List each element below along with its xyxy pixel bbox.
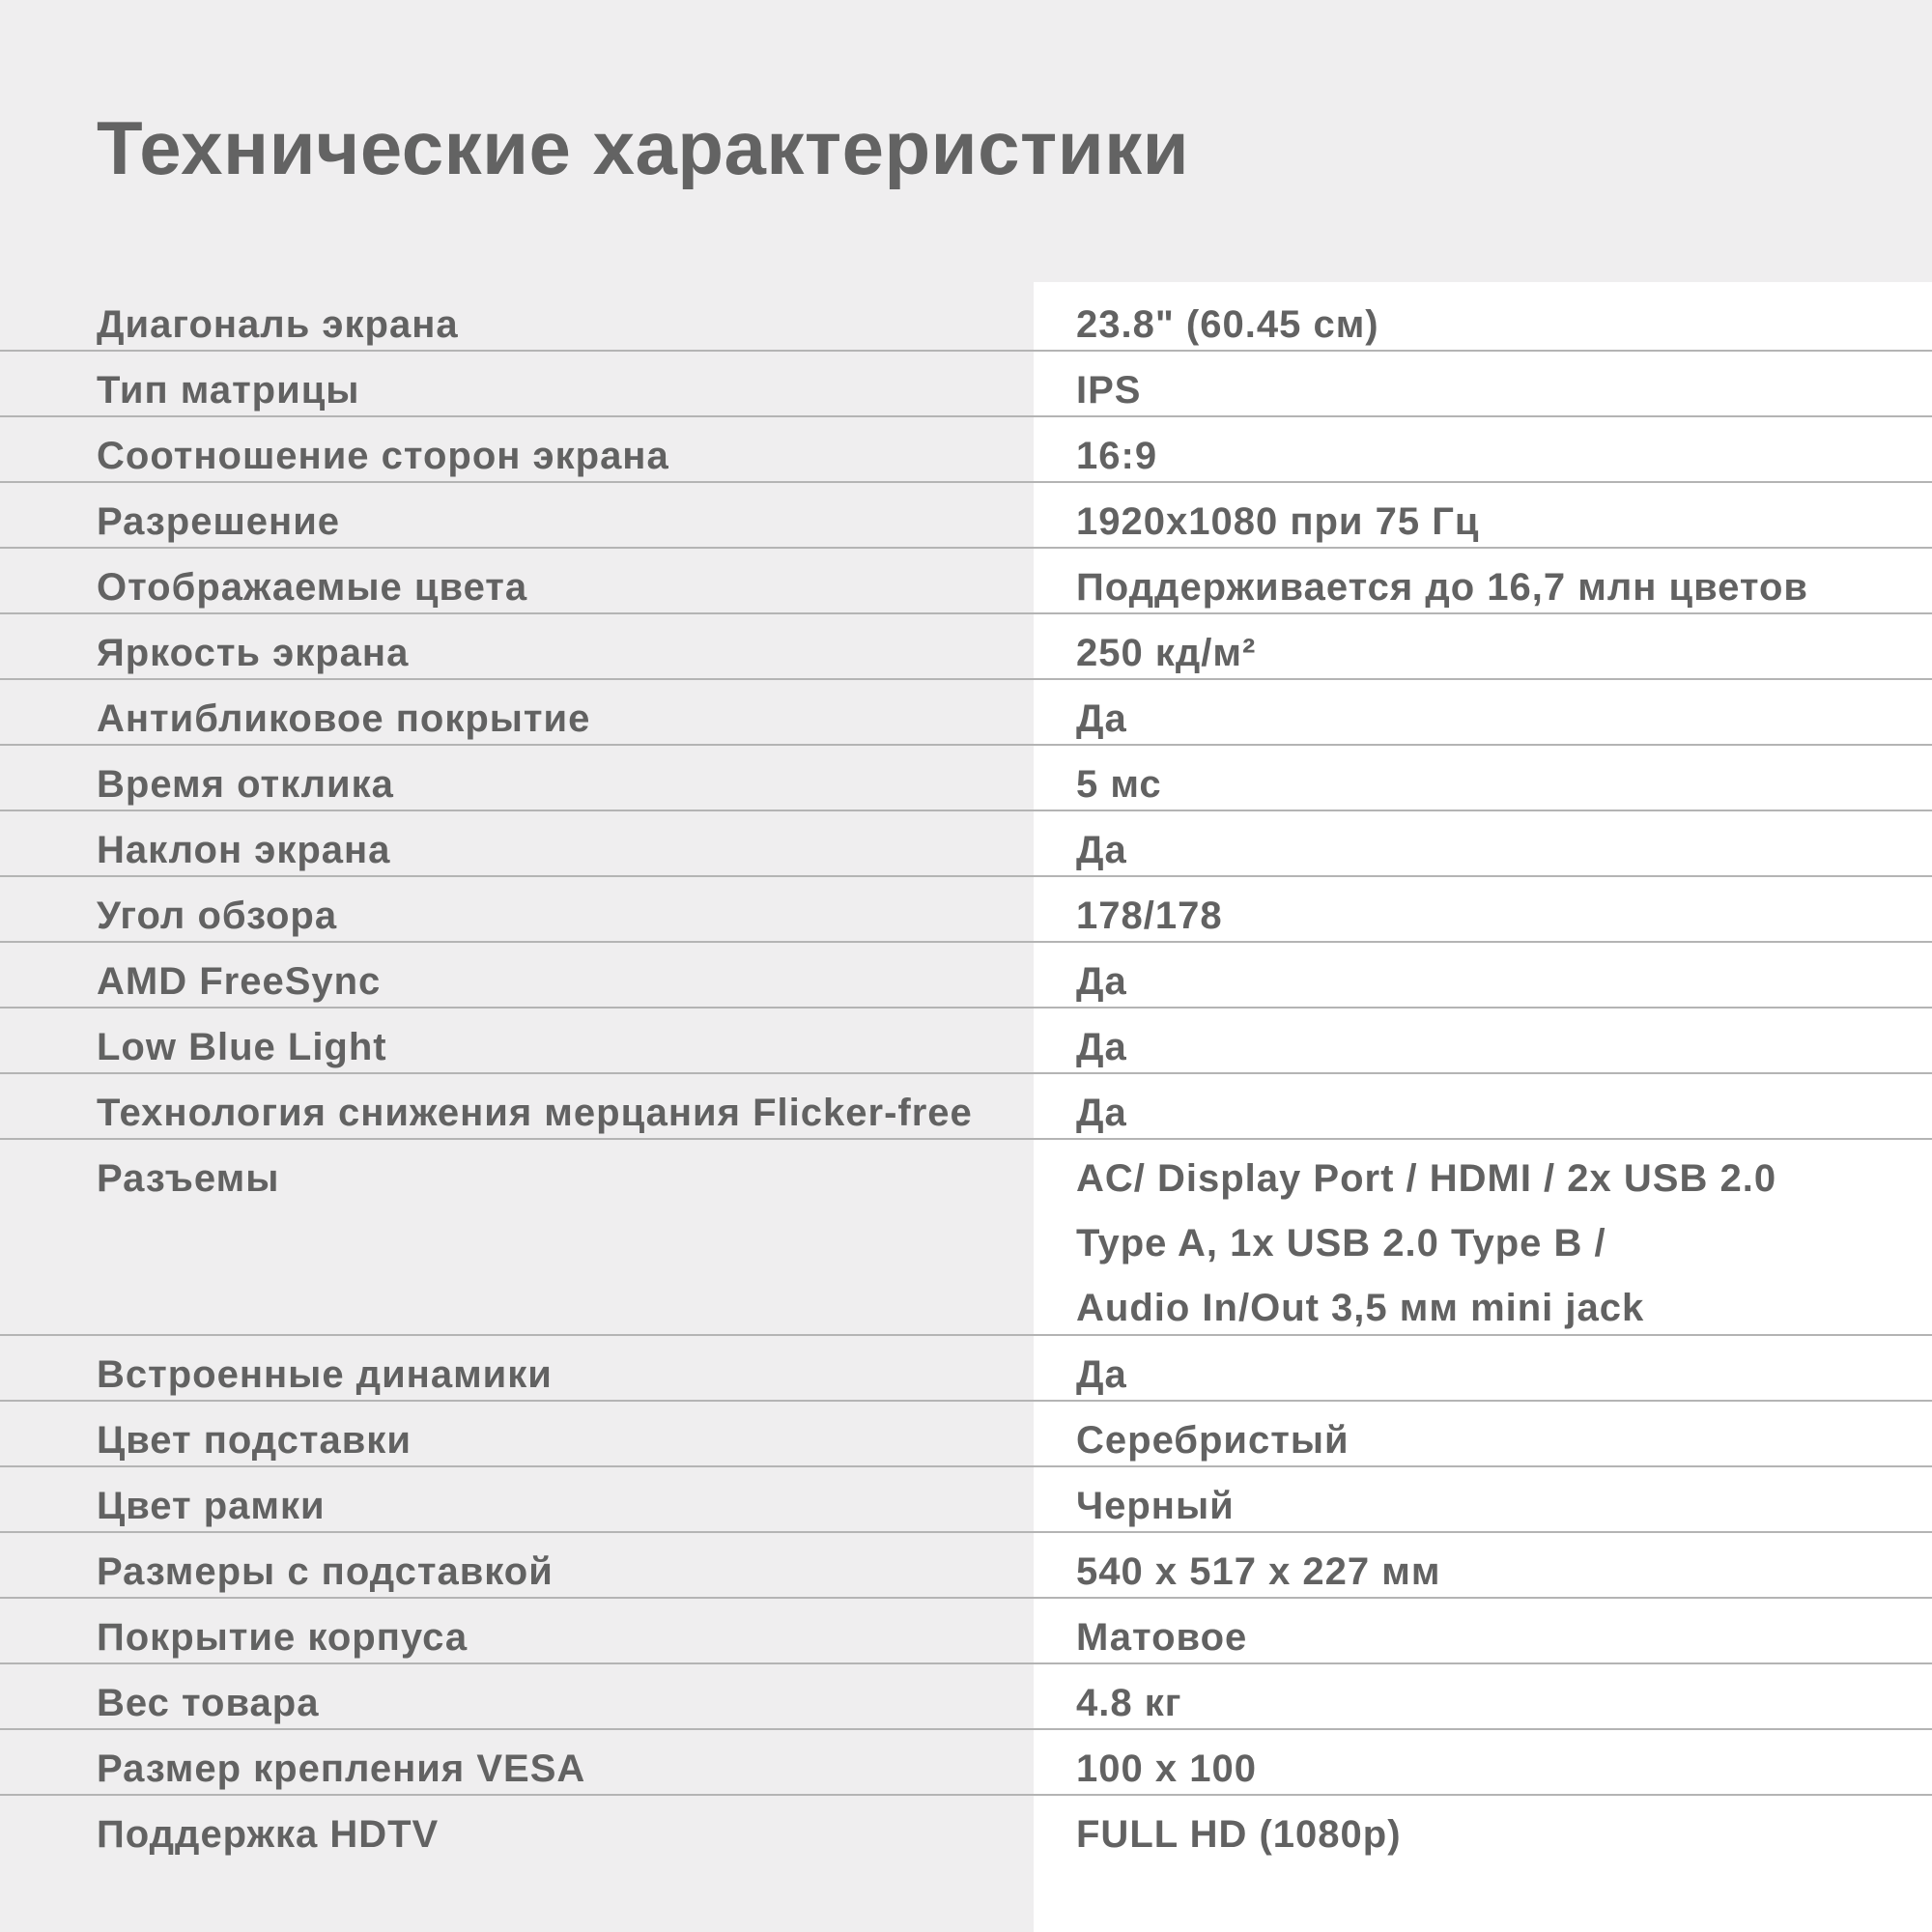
spec-label: Цвет подставки [97,1419,412,1462]
spec-label: Тип матрицы [97,369,360,412]
spec-value: 23.8" (60.45 см) [1076,303,1379,346]
spec-value: 4.8 кг [1076,1682,1182,1724]
spec-row [0,614,1932,680]
spec-value: Поддерживается до 16,7 млн цветов [1076,566,1808,609]
spec-label: Соотношение сторон экрана [97,435,669,477]
spec-value: FULL HD (1080p) [1076,1813,1402,1856]
spec-value-multiline [1034,1131,1932,1334]
spec-value-line: AC/ Display Port / HDMI / 2x USB 2.0 [1076,1157,1777,1200]
spec-label: Технология снижения мерцания Flicker-free [97,1092,973,1134]
spec-value: Да [1076,1026,1127,1068]
spec-value: 100 x 100 [1076,1747,1257,1790]
spec-label: Размеры с подставкой [97,1550,554,1593]
spec-row [0,417,1932,483]
spec-row [0,286,1932,352]
spec-row [0,1140,1932,1336]
spec-label: Цвет рамки [97,1485,326,1527]
spec-label: Яркость экрана [97,632,410,674]
spec-row [0,1336,1932,1402]
spec-value-line: Type A, 1x USB 2.0 Type B / [1076,1222,1606,1264]
spec-label: Встроенные динамики [97,1353,553,1396]
spec-value: Черный [1076,1485,1235,1527]
spec-value: Да [1076,1353,1127,1396]
spec-label: Low Blue Light [97,1026,387,1068]
page-title: Технические характеристики [97,105,1190,190]
spec-row [0,1664,1932,1730]
spec-value: 540 x 517 x 227 мм [1076,1550,1441,1593]
spec-value: Да [1076,960,1127,1003]
spec-row [0,943,1932,1009]
header-panel [0,0,1932,282]
spec-row [0,1796,1932,1861]
spec-row [0,1599,1932,1664]
spec-row [0,549,1932,614]
spec-row [0,680,1932,746]
spec-value: 5 мс [1076,763,1162,806]
spec-label: Угол обзора [97,895,338,937]
spec-table [0,286,1932,1861]
spec-label: Разъемы [97,1157,280,1200]
spec-value: Да [1076,1092,1127,1134]
spec-value: Матовое [1076,1616,1248,1659]
spec-label: Поддержка HDTV [97,1813,440,1856]
spec-value: 1920x1080 при 75 Гц [1076,500,1480,543]
spec-row [0,1402,1932,1467]
spec-label: Диагональ экрана [97,303,459,346]
spec-row [0,483,1932,549]
spec-row [0,1074,1932,1140]
spec-label: Время отклика [97,763,394,806]
spec-row [0,1467,1932,1533]
spec-value: IPS [1076,369,1142,412]
spec-label: Покрытие корпуса [97,1616,469,1659]
spec-label: Размер крепления VESA [97,1747,586,1790]
spec-row [0,746,1932,811]
spec-value: Да [1076,697,1127,740]
spec-row [0,1730,1932,1796]
spec-value: 250 кд/м² [1076,632,1257,674]
spec-row [0,352,1932,417]
spec-value-line: Audio In/Out 3,5 мм mini jack [1076,1287,1645,1329]
spec-row [0,811,1932,877]
spec-row [0,877,1932,943]
spec-label: Наклон экрана [97,829,391,871]
spec-value: 16:9 [1076,435,1158,477]
spec-row [0,1009,1932,1074]
spec-row [0,1533,1932,1599]
spec-label: Антибликовое покрытие [97,697,591,740]
spec-value: 178/178 [1076,895,1223,937]
spec-label: Вес товара [97,1682,320,1724]
spec-label: AMD FreeSync [97,960,382,1003]
spec-label: Разрешение [97,500,341,543]
spec-label: Отображаемые цвета [97,566,528,609]
spec-value: Серебристый [1076,1419,1350,1462]
spec-value: Да [1076,829,1127,871]
